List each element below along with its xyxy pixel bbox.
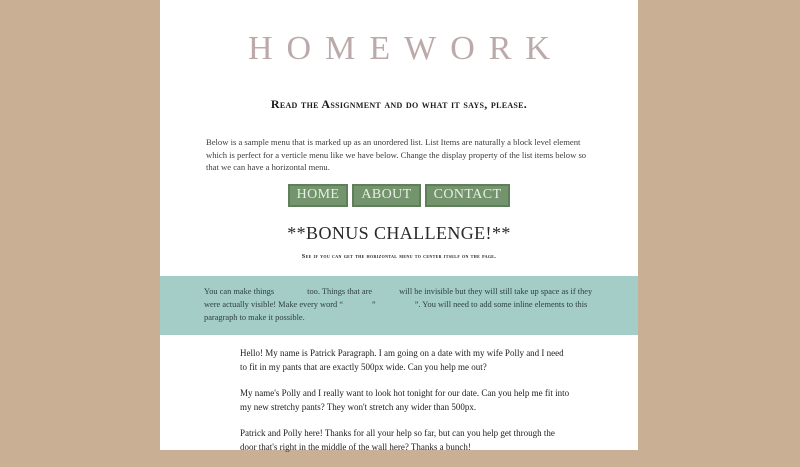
inline-elements-paragraph (160, 276, 638, 335)
visible-text-segment: ”. You will need to add some inline elements to this paragraph to make it possible. (204, 300, 588, 323)
assignment-heading: Read the Assignment and do what it says, please. (270, 97, 528, 112)
bonus-challenge-heading: **BONUS CHALLENGE!** (287, 223, 511, 244)
visible-text-segment: too. Things that are (305, 287, 375, 297)
menu-item-home[interactable]: HOME (288, 184, 349, 208)
pants-paragraph-group (160, 335, 638, 467)
menu-item-contact[interactable]: CONTACT (425, 184, 511, 208)
page-title: HOMEWORK (248, 30, 564, 67)
pants-paragraph-both: Patrick and Polly here! Thanks for all your help so far, but can you help get through the door that's right in the middle of the wall here? Thanks a bunch! (240, 428, 555, 452)
horizontal-menu (160, 174, 638, 208)
menu-item-about[interactable]: ABOUT (352, 184, 420, 208)
page-canvas (160, 0, 638, 450)
visible-text-segment: ” (371, 300, 378, 310)
intro-paragraph: Below is a sample menu that is marked up as an unordered list. List Items are naturally a block level element which is perfect for a verticle menu like we have below. Change the display property of the list items below so that we can have a horizontal menu. (206, 137, 587, 173)
visible-text-segment (390, 300, 392, 309)
pants-paragraph-patrick: Hello! My name is Patrick Paragraph. I am going on a date with my wife Polly and I need to fit in my pants that are exactly 500px wide. Can you help me out? (240, 348, 564, 372)
bonus-challenge-subheading: See if you can get the horizontal menu to center itself on the page. (301, 253, 497, 261)
visible-text-segment: will be invisible but they will still take up space as if they were actually visible! Make every word “ (204, 287, 593, 310)
visible-text-segment: You can make things (204, 287, 277, 297)
pants-paragraph-polly: My name's Polly and I really want to look hot tonight for our date. Can you help me fit into my new stretchy pants? They won't stretch any wider than 500px. (240, 388, 570, 412)
